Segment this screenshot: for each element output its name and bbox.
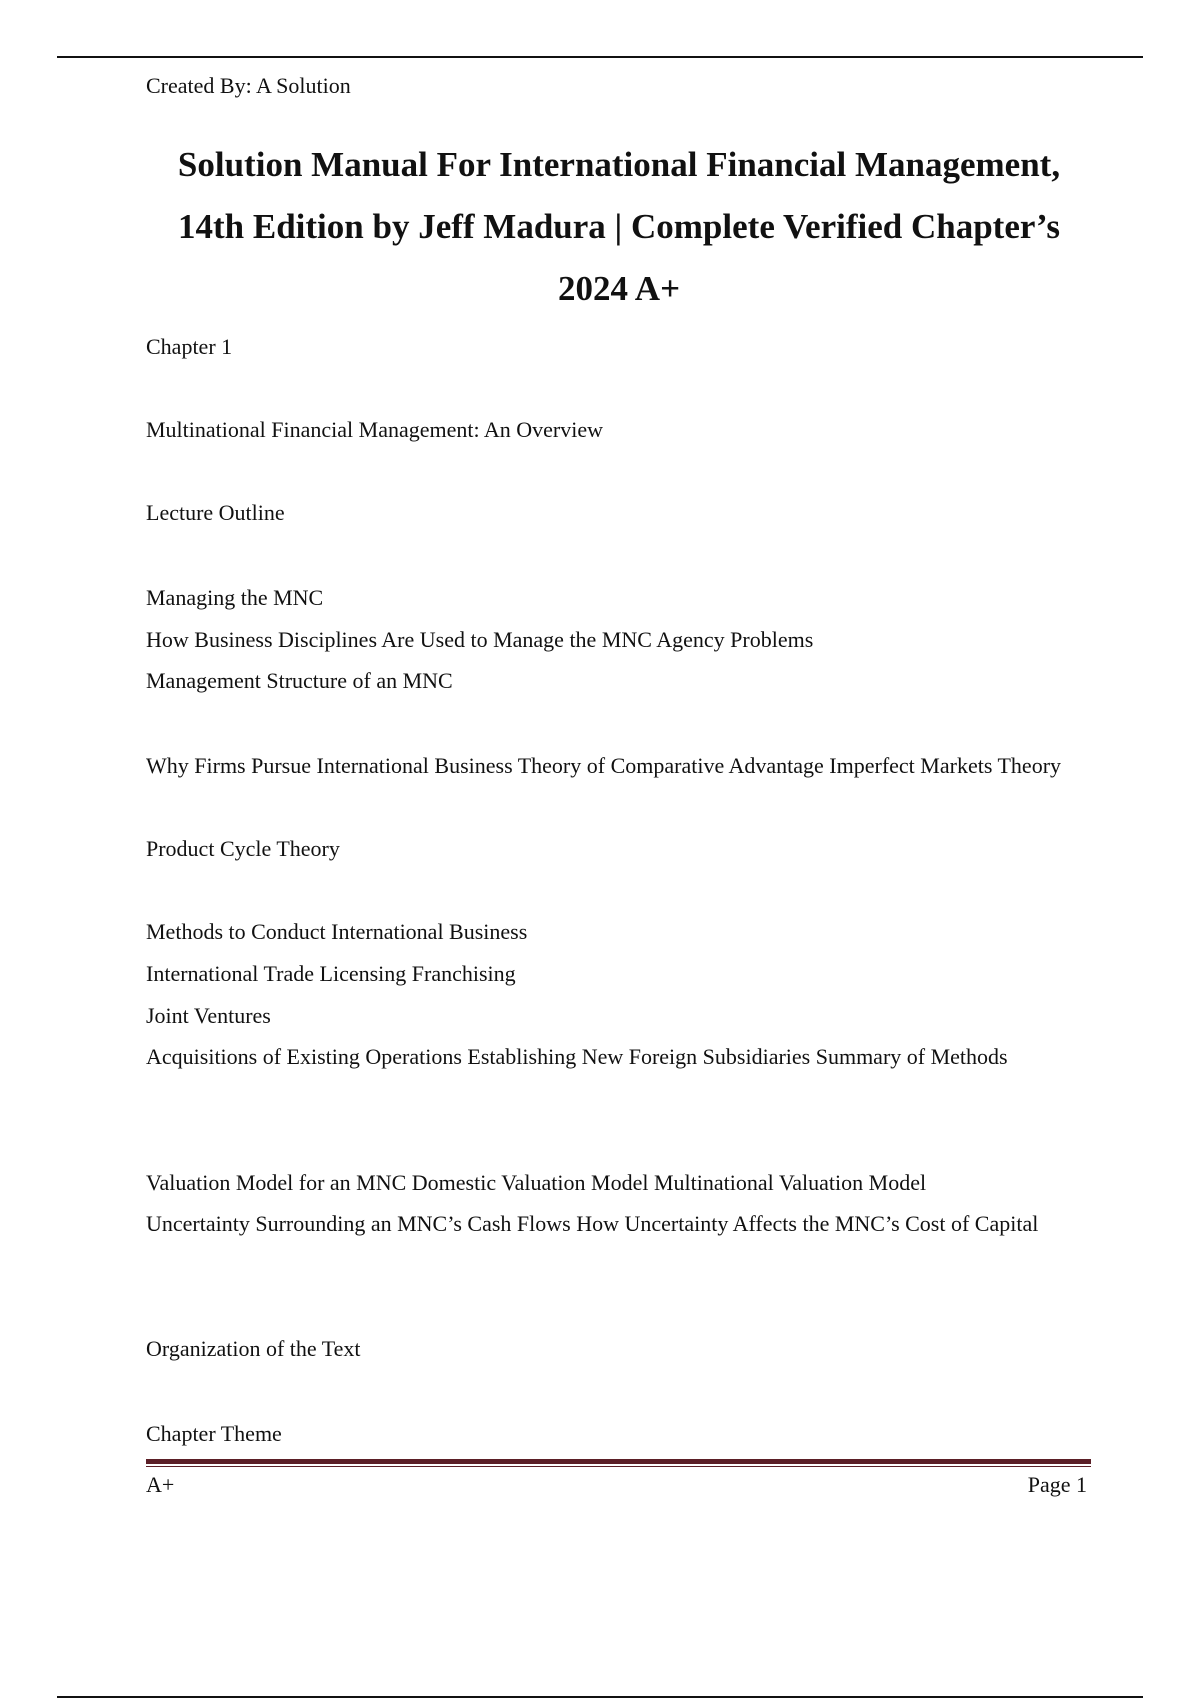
footer-grade: A+ bbox=[146, 1472, 175, 1497]
outline-item: Why Firms Pursue International Business Theory of Comparative Advantage Imperfect Markets Theory bbox=[146, 753, 1062, 778]
outline-item: Product Cycle Theory bbox=[146, 836, 340, 861]
title-line-1: Solution Manual For International Financial Management, bbox=[177, 145, 1061, 184]
footer-rule-thin bbox=[146, 1466, 1091, 1467]
page-number: Page 1 bbox=[1027, 1472, 1087, 1497]
outline-item: International Trade Licensing Franchising bbox=[146, 961, 516, 986]
outline-item: Management Structure of an MNC bbox=[146, 668, 453, 693]
outline-item: Valuation Model for an MNC Domestic Valuation Model Multinational Valuation Model bbox=[146, 1170, 927, 1195]
outline-item: Chapter Theme bbox=[146, 1421, 282, 1446]
outline-item: Methods to Conduct International Business bbox=[146, 919, 528, 944]
outline-item: Organization of the Text bbox=[146, 1336, 361, 1361]
bottom-rule bbox=[57, 1696, 1143, 1698]
created-by-label: Created By: A Solution bbox=[146, 73, 351, 98]
title-line-2: 14th Edition by Jeff Madura | Complete Verified Chapter’s bbox=[177, 207, 1060, 246]
chapter-title: Multinational Financial Management: An Overview bbox=[146, 417, 604, 442]
outline-heading: Lecture Outline bbox=[146, 500, 285, 525]
document-title bbox=[138, 134, 1100, 320]
outline-item: How Business Disciplines Are Used to Manage the MNC Agency Problems bbox=[146, 627, 814, 652]
top-rule bbox=[57, 56, 1143, 58]
chapter-number: Chapter 1 bbox=[146, 334, 233, 359]
outline-item: Joint Ventures bbox=[146, 1003, 271, 1028]
outline-item: Managing the MNC bbox=[146, 585, 324, 610]
outline-item: Acquisitions of Existing Operations Establishing New Foreign Subsidiaries Summary of Methods bbox=[146, 1044, 1008, 1069]
title-line-3: 2024 A+ bbox=[557, 269, 681, 308]
footer-rule bbox=[146, 1459, 1091, 1464]
outline-item: Uncertainty Surrounding an MNC’s Cash Flows How Uncertainty Affects the MNC’s Cost of Capital bbox=[146, 1211, 1039, 1236]
